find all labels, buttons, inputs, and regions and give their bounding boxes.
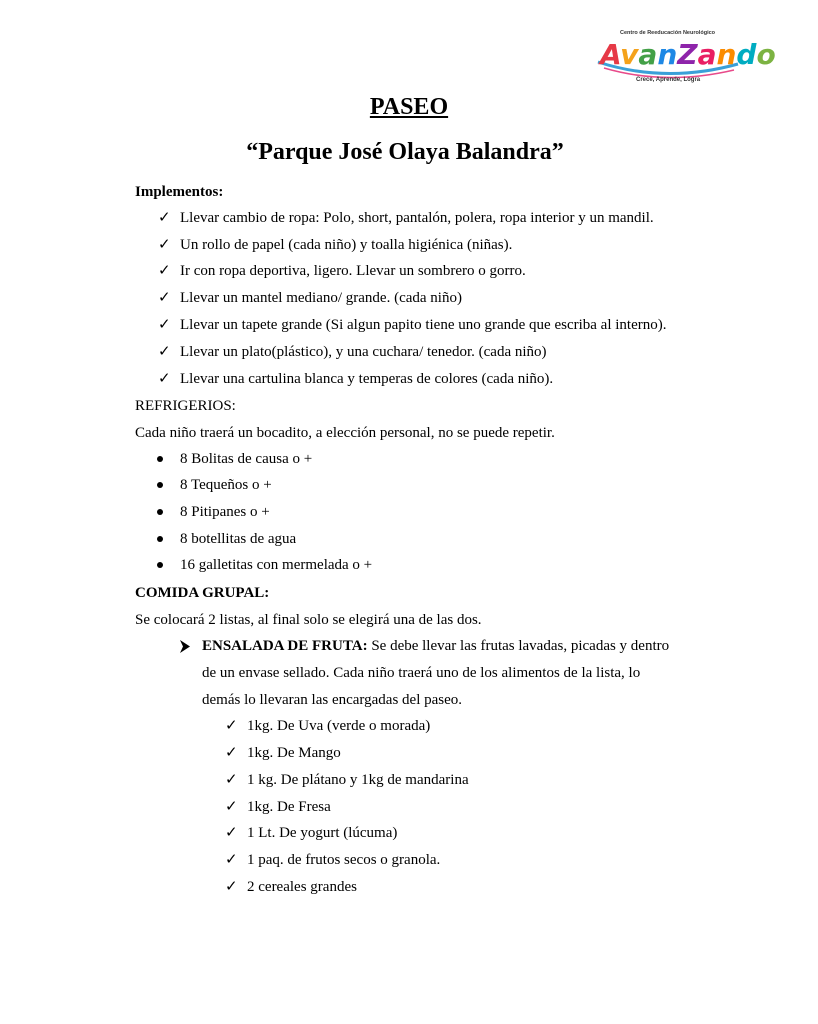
implementos-item: Llevar cambio de ropa: Polo, short, pantalón, polera, ropa interior y un mandil.: [180, 210, 654, 226]
refrigerios-item: 8 botellitas de agua: [180, 531, 297, 547]
ensalada-line: demás lo llevaran las encargadas del paseo.: [202, 692, 463, 708]
ensalada-label: ENSALADA DE FRUTA:: [202, 638, 368, 654]
avanzando-logo: [596, 26, 776, 84]
check-icon: ✓: [158, 290, 171, 306]
implementos-item: Ir con ropa deportiva, ligero. Llevar un sombrero o gorro.: [180, 263, 526, 279]
check-icon: ✓: [225, 852, 238, 868]
bullet-icon: [157, 456, 163, 462]
check-icon: ✓: [225, 745, 238, 761]
arrowhead-bullet-icon: [179, 640, 191, 653]
implementos-item: Llevar una cartulina blanca y temperas de colores (cada niño).: [180, 371, 554, 387]
bullet-icon: [157, 536, 163, 542]
refrigerios-heading: REFRIGERIOS:: [135, 398, 236, 414]
svg-text:AvanZando: AvanZando: [600, 38, 776, 71]
ensalada-item: 1kg. De Mango: [247, 745, 341, 761]
check-icon: ✓: [158, 210, 171, 226]
comida-heading: COMIDA GRUPAL:: [135, 585, 270, 601]
svg-text:Crece, Aprende, Logra: Crece, Aprende, Logra: [636, 77, 701, 83]
bullet-icon: [157, 509, 163, 515]
refrigerios-intro: Cada niño traerá un bocadito, a elección personal, no se puede repetir.: [135, 425, 555, 441]
ensalada-item: 1kg. De Uva (verde o morada): [247, 718, 431, 734]
svg-text:Centro de Reeducación Neurológ: Centro de Reeducación Neurológico: [620, 30, 716, 36]
check-icon: ✓: [158, 371, 171, 387]
bullet-icon: [157, 482, 163, 488]
check-icon: ✓: [225, 825, 238, 841]
ensalada-item: 2 cereales grandes: [247, 879, 357, 895]
comida-intro: Se colocará 2 listas, al final solo se elegirá una de las dos.: [135, 612, 482, 628]
page-subtitle: “Parque José Olaya Balandra”: [246, 139, 564, 165]
ensalada-text: Se debe llevar las frutas lavadas, picadas y dentro: [367, 638, 670, 654]
check-icon: ✓: [225, 718, 238, 734]
refrigerios-item: 8 Pitipanes o +: [180, 504, 270, 520]
bullet-icon: [157, 562, 163, 568]
ensalada-item: 1kg. De Fresa: [247, 799, 331, 815]
implementos-heading: Implementos:: [135, 184, 224, 200]
ensalada-line: [202, 636, 669, 656]
check-icon: ✓: [225, 799, 238, 815]
check-icon: ✓: [225, 772, 238, 788]
implementos-item: Llevar un mantel mediano/ grande. (cada niño): [180, 290, 462, 306]
refrigerios-item: 8 Bolitas de causa o +: [180, 451, 313, 467]
implementos-item: Un rollo de papel (cada niño) y toalla higiénica (niñas).: [180, 237, 513, 253]
check-icon: ✓: [158, 344, 171, 360]
refrigerios-item: 16 galletitas con mermelada o +: [180, 557, 373, 573]
ensalada-item: 1 kg. De plátano y 1kg de mandarina: [247, 772, 469, 788]
ensalada-line: de un envase sellado. Cada niño traerá uno de los alimentos de la lista, lo: [202, 665, 641, 681]
refrigerios-item: 8 Tequeños o +: [180, 477, 272, 493]
check-icon: ✓: [158, 237, 171, 253]
check-icon: ✓: [158, 263, 171, 279]
check-icon: ✓: [225, 879, 238, 895]
implementos-item: Llevar un tapete grande (Si algun papito tiene uno grande que escriba al interno).: [180, 317, 667, 333]
ensalada-item: 1 Lt. De yogurt (lúcuma): [247, 825, 398, 841]
check-icon: ✓: [158, 317, 171, 333]
page-title: PASEO: [369, 94, 449, 120]
implementos-item: Llevar un plato(plástico), y una cuchara/ tenedor. (cada niño): [180, 344, 547, 360]
ensalada-item: 1 paq. de frutos secos o granola.: [247, 852, 441, 868]
